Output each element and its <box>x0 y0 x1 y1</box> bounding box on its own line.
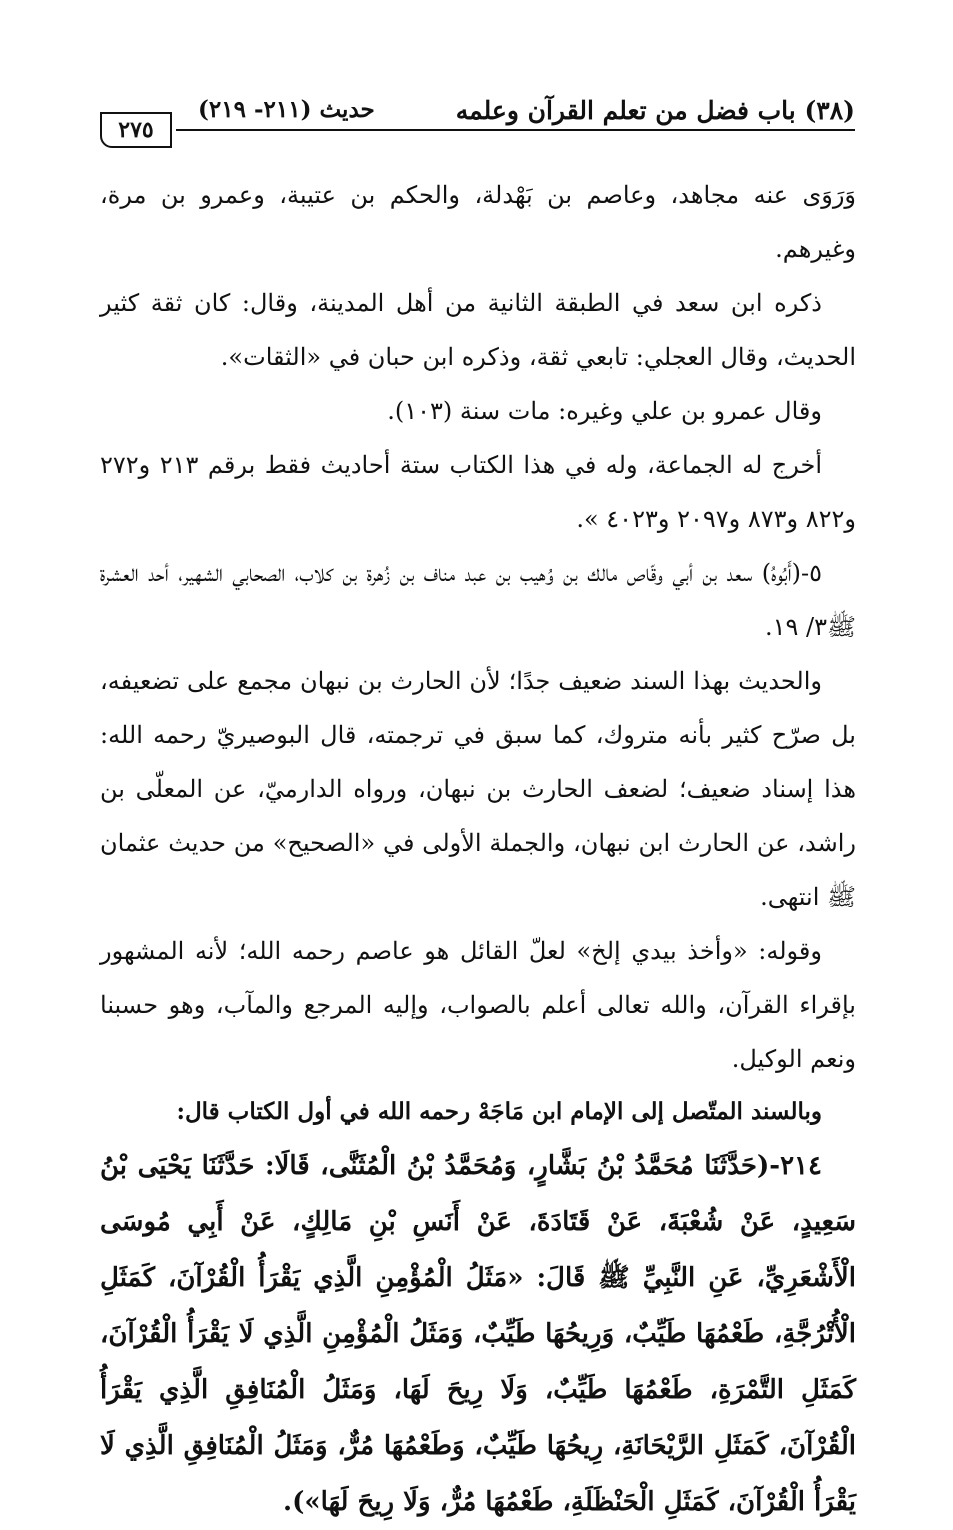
page-body <box>100 168 856 1530</box>
sanad-heading: وبالسند المتّصل إلى الإمام ابن مَاجَهْ رحمه الله في أول الكتاب قال: <box>176 1098 822 1125</box>
header-rule <box>176 129 855 131</box>
paragraph-ibn-saad: ذكره ابن سعد في الطبقة الثانية من أهل المدينة، وقال: كان ثقة كثير الحديث، وقال العجلي: تابعي ثقة، وذكره ابن حبان في «الثقات». <box>100 289 856 371</box>
hadith-214: ٢١٤-(حَدَّثَنَا مُحَمَّدُ بْنُ بَشَّارٍ، وَمُحَمَّدُ بْنُ الْمُثَنَّى، قَالَا: حَدَّثَنَا يَحْيَى بْنُ سَعِيدٍ، عَنْ شُعْبَةَ، عَنْ قَتَادَةَ، عَنْ أَنَسِ بْنِ مَالِكٍ، عَنْ أَبِي مُوسَى الْأَشْعَرِيِّ، عَنِ النَّبِيِّ ﷺ قَالَ: «مَثَلُ الْمُؤْمِنِ الَّذِي يَقْرَأُ الْقُرْآنَ، كَمَثَلِ الْأُتْرُجَّةِ، طَعْمُهَا طَيِّبٌ، وَرِيحُهَا طَيِّبٌ، وَمَثَلُ الْمُؤْمِنِ الَّذِي لَا يَقْرَأُ الْقُرْآنَ، كَمَثَلِ التَّمْرَةِ، طَعْمُهَا طَيِّبٌ، وَلَا رِيحَ لَهَا، وَمَثَلُ الْمُنَافِقِ الَّذِي يَقْرَأُ الْقُرْآنَ، كَمَثَلِ الرَّيْحَانَةِ، رِيحُهَا طَيِّبٌ، وَطَعْمُهَا مُرٌّ، وَمَثَلُ الْمُنَافِقِ الَّذِي لَا يَقْرَأُ الْقُرْآنَ، كَمَثَلِ الْحَنْظَلَةِ، طَعْمُهَا مُرٌّ، وَلَا رِيحَ لَهَا»). <box>100 1151 856 1517</box>
paragraph-narrators: وَرَوَى عنه مجاهد، وعاصم بن بَهْدلة، والحكم بن عتيبة، وعمرو بن مرة، وغيرهم. <box>100 181 856 263</box>
paragraph-hadith-count: أخرج له الجماعة، وله في هذا الكتاب ستة أحاديث فقط برقم ٢١٣ و٢٧٢ و٨٢٢ و٨٧٣ و٢٠٩٧ و٤٠٢٣ ». <box>100 451 856 533</box>
paragraph-death-year: وقال عمرو بن علي وغيره: مات سنة (١٠٣). <box>387 397 822 425</box>
running-header <box>100 88 855 146</box>
page-number-box: ٢٧٥ <box>100 112 172 148</box>
paragraph-commentary: وقوله: «وأخذ بيدي إلخ» لعلّ القائل هو عاصم رحمه الله؛ لأنه المشهور بإقراء القرآن، والله تعالى أعلم بالصواب، وإليه المرجع والمآب، وهو حسبنا ونعم الوكيل. <box>100 937 856 1073</box>
paragraph-father: ٥-(أَبُوهُ) سعد بن أبي وقّاص مالك بن وُهيب بن عبد مناف بن زُهرة بن كلاب، الصحابي الشهير، أحد العشرة ﷺ٣/ ١٩. <box>100 559 856 641</box>
chapter-title: (٣٨) باب فضل من تعلم القرآن وعلمه <box>455 96 855 125</box>
paragraph-sanad-ruling: والحديث بهذا السند ضعيف جدًا؛ لأن الحارث بن نبهان مجمع على تضعيفه، بل صرّح كثير بأنه متروك، كما سبق في ترجمته، قال البوصيريّ رحمه الله: هذا إسناد ضعيف؛ لضعف الحارث بن نبهان، ورواه الدارميّ، عن المعلّى بن راشد، عن الحارث ابن نبهان، والجملة الأولى في «الصحيح» من حديث عثمان ﷺ انتهى. <box>100 667 856 911</box>
hadith-range: حديث (٢١١- ٢١٩) <box>198 96 375 123</box>
